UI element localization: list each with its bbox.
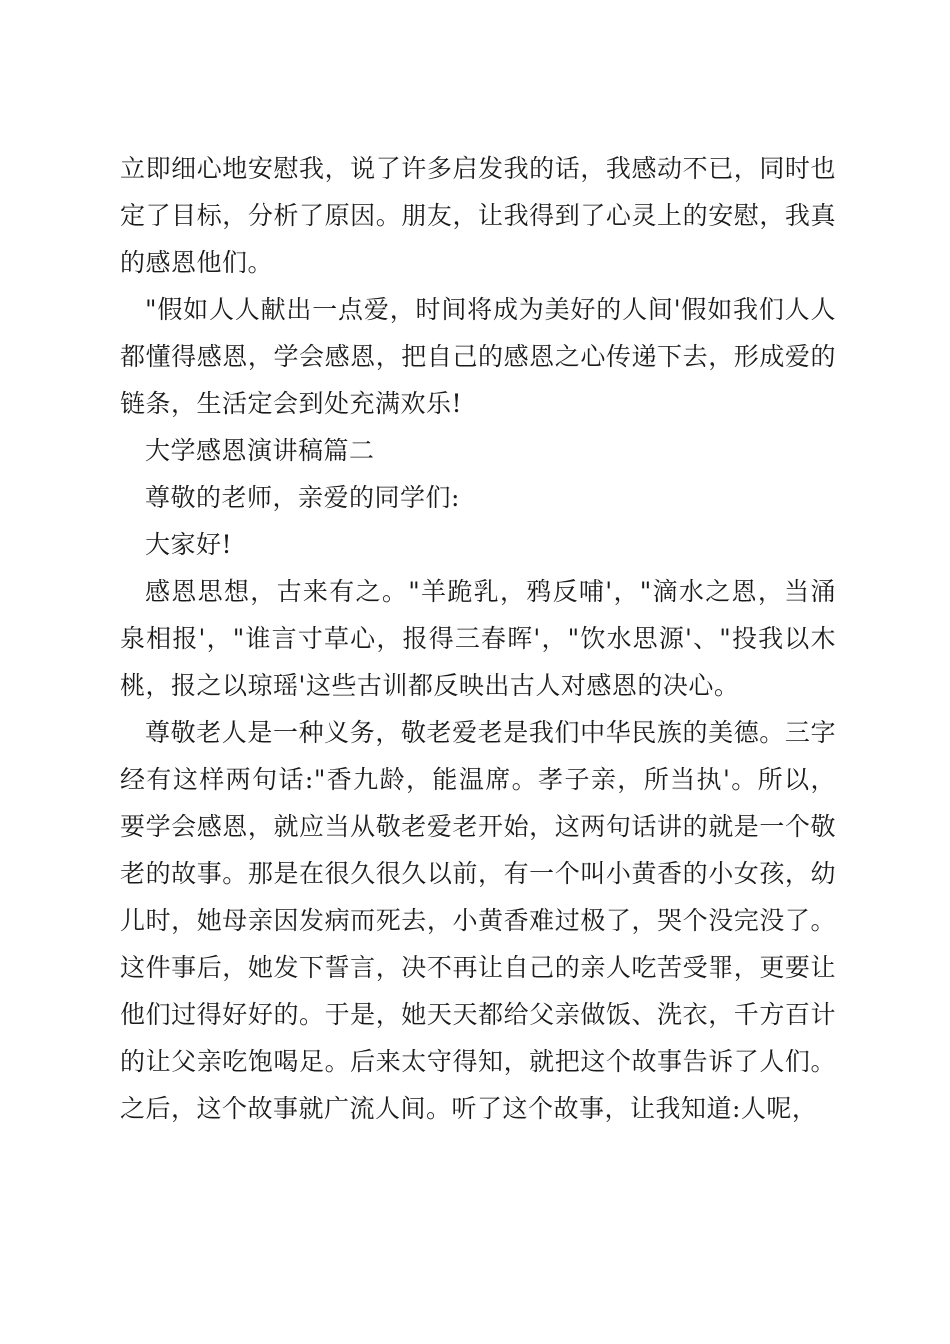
paragraph-love-quote: "假如人人献出一点爱，时间将成为美好的人间'假如我们人人都懂得感恩，学会感恩，把自己的感恩之心传递下去，形成爱的链条，生活定会到处充满欢乐! [120,295,836,418]
document-body [120,145,836,1132]
paragraph-continuation: 立即细心地安慰我，说了许多启发我的话，我感动不已，同时也定了目标，分析了原因。朋友，让我得到了心灵上的安慰，我真的感恩他们。 [120,154,836,277]
section-heading: 大学感恩演讲稿篇二 [145,436,375,465]
paragraph-huang-xiang-story: 尊敬老人是一种义务，敬老爱老是我们中华民族的美德。三字经有这样两句话:"香九龄，能温席。孝子亲，所当执'。所以，要学会感恩，就应当从敬老爱老开始，这两句话讲的就是一个敬老的故事。那是在很久很久以前，有一个叫小黄香的小女孩，幼儿时，她母亲因发病而死去，小黄香难过极了，哭个没完没了。这件事后，她发下誓言，决不再让自己的亲人吃苦受罪，更要让他们过得好好的。于是，她天天都给父亲做饭、洗衣，千方百计的让父亲吃饱喝足。后来太守得知，就把这个故事告诉了人们。之后，这个故事就广流人间。听了这个故事，让我知道:人呢， [120,718,836,1123]
greeting: 大家好! [145,530,233,559]
paragraph-ancient-sayings: 感恩思想，古来有之。"羊跪乳，鸦反哺'，"滴水之恩，当涌泉相报'，"谁言寸草心，报得三春晖'，"饮水思源'、"投我以木桃，报之以琼瑶'这些古训都反映出古人对感恩的决心。 [120,577,836,700]
salutation: 尊敬的老师，亲爱的同学们: [145,483,460,512]
